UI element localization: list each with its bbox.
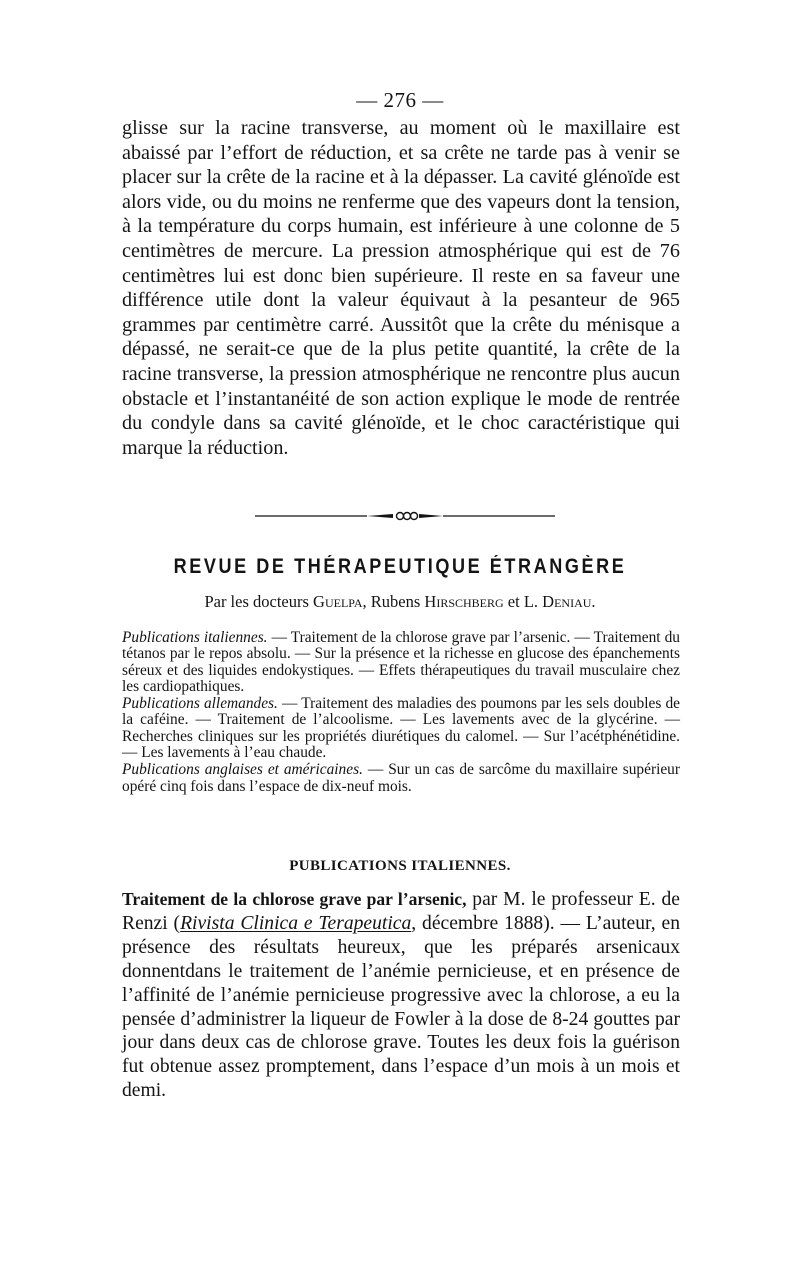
article-paragraph <box>122 888 680 1103</box>
summary-item <box>122 630 680 695</box>
summary-item <box>122 762 680 795</box>
ornament-divider <box>255 510 555 522</box>
section-title: REVUE DE THÉRAPEUTIQUE ÉTRANGÈRE <box>173 555 627 578</box>
intro-paragraph: glisse sur la racine transverse, au moment où le maxillaire est abaissé par l’effort de réduction, et sa crête ne tarde pas à venir se placer sur la crête de la racine et à la dépasser. La cavité glénoïde est alors vide, ou du moins ne renferme que des vapeurs dont la tension, à la température du corps humain, est inférieure à une colonne de 5 centimètres de mercure. La pression atmosphérique qui est de 76 centimètres lui est donc bien supérieure. Il reste en sa faveur une différence utile dont la valeur équivaut à la pesanteur de 965 grammes par centimètre carré. Aussitôt que la crête du ménisque a dépassé, ne serait-ce que de la plus petite quantité, la crête de la racine transverse, la pression atmosphérique ne rencontre plus aucun obstacle et l’instantanéité de son action explique le mode de rentrée du condyle dans sa cavité glénoïde, et le choc caractéristique qui marque la réduction. <box>122 117 680 459</box>
summary-block <box>122 630 680 796</box>
summary-text: — Traitement des maladies des poumons par les sels doubles de la caféine. — Traitement de l’alcoolisme. — Les lavements avec de la glycérine. — Recherches cliniques sur les propriétés diurétiques du calomel. — Sur l’acétphénétidine. — Les lavements à l’eau chaude. <box>122 695 680 762</box>
summary-text: — Sur un cas de sarcôme du maxillaire supérieur opéré cinq fois dans l’espace de dix-neuf mois. <box>122 761 680 795</box>
authors-prefix: Par les docteurs <box>204 592 314 611</box>
summary-heading: Publications allemandes. <box>122 695 278 713</box>
authors-suffix: . <box>591 592 596 611</box>
page-number: — 276 — <box>356 88 444 112</box>
author-hirschberg: Hirschberg <box>424 592 504 611</box>
summary-text: — Traitement de la chlorose grave par l’arsenic. — Traitement du tétanos par le repos absolu. — Sur la présence et la richesse en glucose des épanchements séreux et des liquides endokystiques. — Effets thérapeutiques du travail musculaire chez les cardiopathiques. <box>122 629 680 695</box>
author-guelpa: Guelpa <box>313 592 363 611</box>
summary-heading: Publications anglaises et américaines. <box>122 761 363 779</box>
article-title: Traitement de la chlorose grave par l’arsenic, <box>122 889 467 909</box>
authors-joiner: et L. <box>503 592 543 611</box>
summary-heading: Publications italiennes. <box>122 629 268 646</box>
article-text: , décembre 1888). — L’auteur, en présence des résultats heureux, que les préparés arsenicaux donnentdans le traitement de l’anémie pernicieuse, et en présence de l’affinité de l’anémie pernicieuse progressive avec la chlorose, a eu la pensée d’administrer la liqueur de Fowler à la dose de 8-24 gouttes par jour dans deux cas de chlorose grave. Toutes les deux fois la guérison fut obtenue assez promptement, dans l’espace d’un mois à un mois et demi. <box>122 912 680 1102</box>
journal-title: Rivista Clinica e Terapeutica <box>180 912 412 934</box>
article-text: par M. le professeur E. de Renzi ( <box>122 889 680 934</box>
authors-line <box>0 592 800 612</box>
authors-middle: , Rubens <box>362 592 425 611</box>
subsection-heading: PUBLICATIONS ITALIENNES. <box>289 858 511 874</box>
author-deniau: Deniau <box>542 592 592 611</box>
summary-item <box>122 696 680 761</box>
